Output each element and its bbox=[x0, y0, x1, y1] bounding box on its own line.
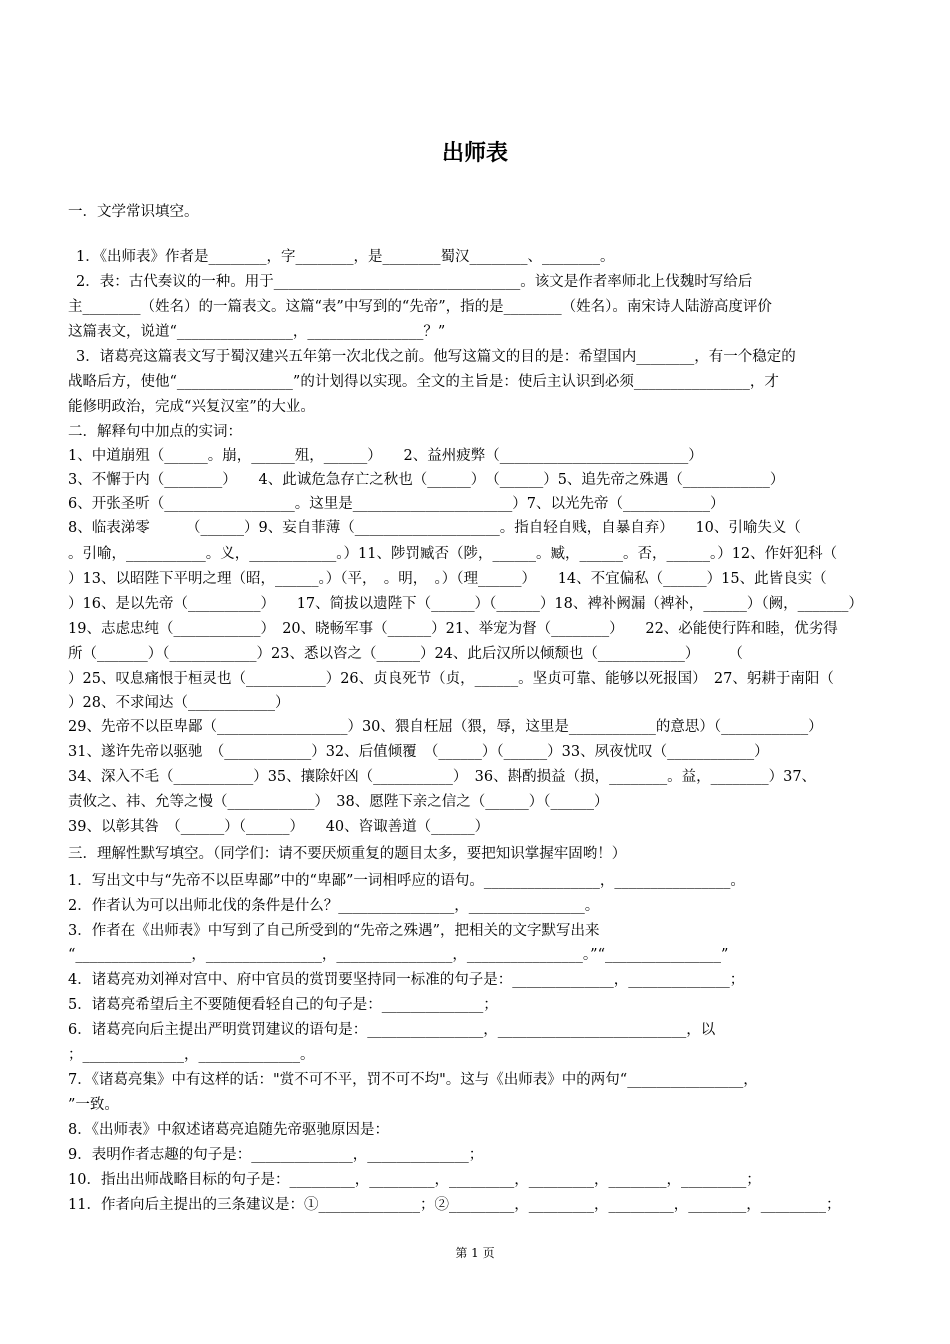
question-line: 3、不懈于内（________） 4、此诚危急存亡之秋也（______） （______）5、追先帝之殊遇（____________） bbox=[68, 472, 785, 488]
question-line: 能修明政治，完成“兴复汉室”的大业。 bbox=[68, 399, 315, 415]
question-line: ）28、不求闻达（____________） bbox=[68, 695, 290, 711]
page-title: 出师表 bbox=[441, 141, 508, 166]
question-line: 所（_______）（____________）23、悉以咨之（______）24、此后汉所以倾颓也（____________） （ bbox=[68, 646, 743, 662]
question-line: 主________（姓名）的一篇表文。这篇“表”中写到的“先帝”，指的是________（姓名）。南宋诗人陆游高度评价 bbox=[68, 299, 772, 315]
question-line: ）25、叹息痛恨于桓灵也（___________）26、贞良死节（贞，______。坚贞可靠、能够以死报国） 27、躬耕于南阳（ bbox=[68, 671, 834, 687]
question-line: 34、深入不毛（___________）35、攘除奸凶（___________） 36、斟酌损益（损，________。益，________）37、 bbox=[68, 769, 817, 785]
question-line: 1．《出师表》作者是________，字________，是________蜀汉________、________。 bbox=[76, 249, 615, 265]
section-heading-1: 一．文学常识填空。 bbox=[68, 204, 199, 220]
question-line: 3．诸葛亮这篇表文写于蜀汉建兴五年第一次北伐之前。他写这篇文的目的是：希望国内________，有一个稳定的 bbox=[76, 349, 796, 365]
question-line: 3．作者在《出师表》中写到了自己所受到的“先帝之殊遇”，把相关的文字默写出来 bbox=[68, 923, 600, 939]
question-line: 2．表：古代奏议的一种。用于__________________________________。该文是作者率师北上伐魏时写给后 bbox=[76, 274, 753, 290]
question-line: ”一致。 bbox=[68, 1097, 119, 1113]
question-line: 6、开张圣听（__________________。这里是______________________）7、以光先帝（____________） bbox=[68, 496, 725, 512]
question-line: 战略后方，使他“________________”的计划得以实现。全文的主旨是：使后主认识到必须________________，才 bbox=[68, 374, 779, 390]
question-line: 2．作者认为可以出师北伐的条件是什么？________________，________________。 bbox=[68, 898, 600, 914]
question-line: 责攸之、祎、允等之慢（____________） 38、愿陛下亲之信之（______）（______） bbox=[68, 794, 609, 810]
question-line: 1、中道崩殂（______。崩，______殂，______） 2、益州疲弊（__________________________） bbox=[68, 448, 703, 464]
section-heading-3: 三．理解性默写填空。（同学们：请不要厌烦重复的题目太多，要把知识掌握牢固哟！） bbox=[68, 846, 627, 862]
question-line: 39、以彰其咎 （______）（______） 40、咨诹善道（______） bbox=[68, 819, 490, 835]
question-line: 4．诸葛亮劝刘禅对宫中、府中官员的赏罚要坚持同一标准的句子是：______________，______________； bbox=[68, 972, 745, 988]
question-line: 9．表明作者志趣的句子是：______________，______________； bbox=[68, 1147, 484, 1163]
question-line: 。引喻，___________。义，____________。）11、陟罚臧否（陟，______。臧，______。否，______。）12、作奸犯科（ bbox=[68, 546, 838, 562]
question-line: 5．诸葛亮希望后主不要随便看轻自己的句子是：______________； bbox=[68, 997, 498, 1013]
question-line: 1．写出文中与“先帝不以臣卑鄙”中的“卑鄙”一词相呼应的语句。________________，________________。 bbox=[68, 873, 745, 889]
question-line: 8．《出师表》中叙述诸葛亮追随先帝驱驰原因是： bbox=[68, 1122, 389, 1138]
question-line: ；______________，______________。 bbox=[68, 1047, 315, 1063]
question-line: ）13、以昭陛下平明之理（昭，______。）（平， 。明， 。）（理______） 14、不宜偏私（______）15、此皆良实（ bbox=[68, 571, 827, 587]
question-line: 31、遂许先帝以驱驰 （____________）32、后值倾覆 （______）（______）33、夙夜忧叹（____________） bbox=[68, 744, 769, 760]
question-line: “________________，________________，________________，________________。”“________________” bbox=[68, 947, 729, 963]
section-heading-2: 二．解释句中加点的实词： bbox=[68, 424, 242, 440]
question-line: 11．作者向后主提出的三条建议是：①______________；②_________，_________，_________，________，_________； bbox=[68, 1197, 841, 1213]
page-number: 第 1 页 bbox=[455, 1246, 495, 1260]
question-line: 10．指出出师战略目标的句子是：_________，_________，_________，_________，________，_________； bbox=[68, 1172, 761, 1188]
question-line: 8、临表涕零 （______）9、妄自菲薄（____________________。指自轻自贱，自暴自弃） 10、引喻失义（ bbox=[68, 520, 801, 536]
question-line: 19、志虑忠纯（____________） 20、晓畅军事（______）21、举宠为督（________） 22、必能使行阵和睦，优劣得 bbox=[68, 621, 838, 637]
question-line: 这篇表文，说道“________________，________________？” bbox=[68, 324, 446, 340]
question-line: 7．《诸葛亮集》中有这样的话："赏不可不平，罚不可不均"。这与《出师表》中的两句“________________， bbox=[68, 1072, 758, 1088]
question-line: ）16、是以先帝（__________） 17、简拔以遗陛下（______）（______）18、裨补阙漏（裨补，______）（阙，_______） bbox=[68, 596, 863, 612]
question-line: 6．诸葛亮向后主提出严明赏罚建议的语句是：________________，__________________________，以 bbox=[68, 1022, 716, 1038]
question-line: 29、先帝不以臣卑鄙（__________________）30、猥自枉屈（猥，辱，这里是____________的意思）（____________） bbox=[68, 719, 823, 735]
